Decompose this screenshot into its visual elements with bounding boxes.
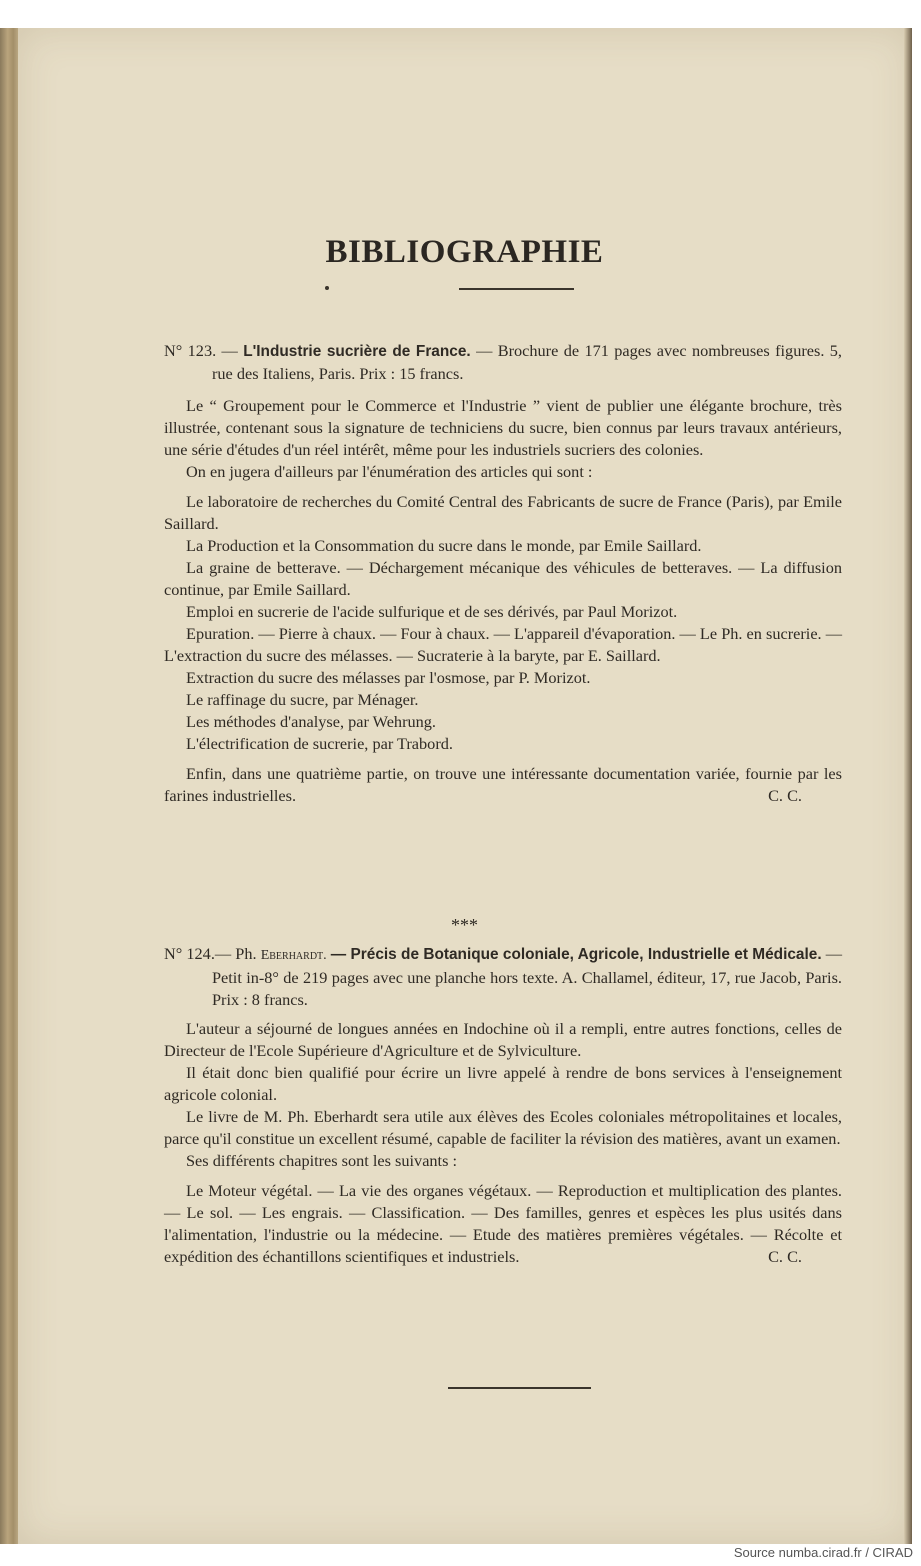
entry-123-heading — [164, 340, 842, 385]
entry-124-paragraph: Le livre de M. Ph. Eberhardt sera utile aux élèves des Ecoles coloniales métropolitaines et locales, parce qu'il constitue un excellent résumé, capable de faciliter la révision des matières, avant un examen. — [164, 1107, 842, 1148]
entry-123-last-paragraph — [164, 763, 842, 807]
entry-123-paragraph: L'électrification de sucrerie, par Trabord. — [186, 734, 453, 753]
entry-123-paragraph: Epuration. — Pierre à chaux. — Four à chaux. — L'appareil d'évaporation. — Le Ph. en sucrerie. — L'extraction du sucre des mélasses. — Sucraterie à la baryte, par E. Saillard. — [164, 624, 842, 665]
entry-124-signature: C. C. — [768, 1247, 802, 1266]
entry-123-number: N° 123. — — [164, 341, 238, 360]
entry-124-paragraph: Le Moteur végétal. — La vie des organes végétaux. — Reproduction et multiplication des plantes. — Le sol. — Les engrais. — Classification. — Des familles, genres et espèces les plus usités dans l'alimentation, l'industrie ou la médecine. — Etude des matières premières végétales. — Récolte et expédition des échantillons scientifiques et industriels. — [164, 1181, 842, 1266]
entry-123-paragraph: Les méthodes d'analyse, par Wehrung. — [186, 712, 436, 731]
entry-124-paragraph: L'auteur a séjourné de longues années en Indochine où il a rempli, entre autres fonctions, celles de Directeur de l'Ecole Supérieure d'Agriculture et de Sylviculture. — [164, 1019, 842, 1060]
entry-123-paragraph: Le raffinage du sucre, par Ménager. — [186, 690, 419, 709]
scanned-page — [18, 28, 911, 1544]
end-rule — [448, 1387, 591, 1389]
entry-124-last-paragraph — [164, 1180, 842, 1268]
entry-124-paragraph: Il était donc bien qualifié pour écrire un livre appelé à rendre de bons services à l'enseignement agricole colonial. — [164, 1063, 842, 1104]
entry-124-heading — [164, 943, 842, 1011]
entry-123-paragraph: La graine de betterave. — Déchargement mécanique des véhicules de betteraves. — La diffusion continue, par Emile Saillard. — [164, 558, 842, 599]
entry-123-paragraph: Le laboratoire de recherches du Comité Central des Fabricants de sucre de France (Paris), par Emile Saillard. — [164, 492, 842, 533]
entry-123-details: — Brochure de 171 pages avec nombreuses figures. 5, rue des Italiens, Paris. Prix : 15 francs. — [212, 341, 842, 383]
entry-123-paragraph: La Production et la Consommation du sucre dans le monde, par Emile Saillard. — [186, 536, 702, 555]
entry-123-paragraph: Le “ Groupement pour le Commerce et l'Industrie ” vient de publier une élégante brochure, très illustrée, contenant sous la signature de techniciens du sucre, bien connus par leurs travaux antérieurs, une série d'études d'un réel intérêt, même pour les industriels sucriers des colonies. — [164, 396, 842, 459]
entry-124-number: N° 124.— Ph. — [164, 944, 257, 963]
entry-124-title: — Précis de Botanique coloniale, Agricole, Industrielle et Médicale. — [330, 946, 822, 963]
section-separator-stars: *** — [451, 915, 478, 935]
ink-speck — [325, 286, 329, 290]
entry-123-title: L'Industrie sucrière de France. — [243, 343, 471, 360]
page-title: BIBLIOGRAPHIE — [325, 234, 604, 270]
entry-124-details: — Petit in-8° de 219 pages avec une planche hors texte. A. Challamel, éditeur, 17, rue Jacob, Paris. Prix : 8 francs. — [212, 944, 843, 1009]
source-credit: Source numba.cirad.fr / CIRAD — [733, 1545, 913, 1560]
entry-123-paragraph: On en jugera d'ailleurs par l'énumération des articles qui sont : — [186, 462, 593, 481]
entry-123-paragraph: Emploi en sucrerie de l'acide sulfurique et de ses dérivés, par Paul Morizot. — [186, 602, 678, 621]
entry-124-body — [164, 1018, 842, 1268]
entry-123-body — [164, 395, 842, 807]
entry-124-paragraph: Ses différents chapitres sont les suivants : — [186, 1151, 458, 1170]
entry-123-paragraph: Extraction du sucre des mélasses par l'osmose, par P. Morizot. — [186, 668, 591, 687]
entry-123-signature: C. C. — [768, 786, 802, 805]
page-right-edge — [904, 28, 912, 1544]
entry-123-paragraph: Enfin, dans une quatrième partie, on trouve une intéressante documentation variée, fournie par les farines industrielles. — [164, 764, 842, 805]
title-rule — [459, 288, 574, 290]
entry-124-author: Eberhardt. — [260, 948, 327, 963]
